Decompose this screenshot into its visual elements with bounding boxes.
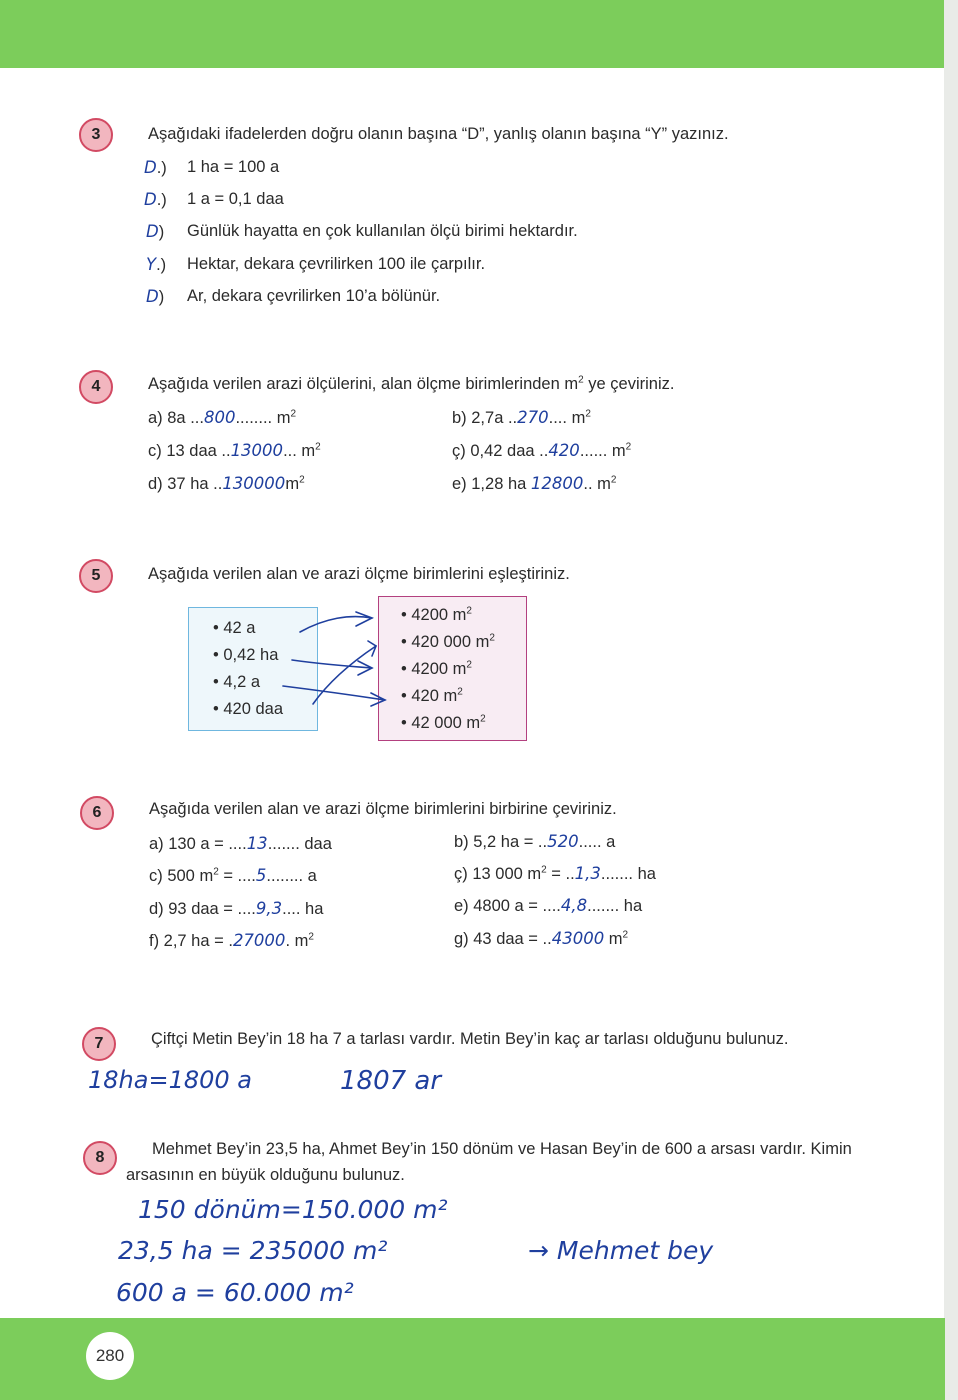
q6-item-c: c) 500 $m^2 = ....5$........ a <box>149 866 317 885</box>
left-item-1: • 42 a <box>213 619 256 637</box>
question-8-badge: 8 <box>83 1141 117 1175</box>
q3-item-2: D.) <box>144 190 167 209</box>
question-6-prompt: Aşağıda verilen alan ve arazi ölçme birimlerini birbirine çeviriniz. <box>149 800 617 818</box>
question-8-prompt-line-2: arsasının en büyük olduğunu bulunuz. <box>126 1166 405 1184</box>
question-3-badge: 3 <box>79 118 113 152</box>
question-7-prompt: Çiftçi Metin Bey’in 18 ha 7 a tarlası vardır. Metin Bey’in kaç ar tarlası olduğunu bulunuz. <box>151 1030 789 1048</box>
question-4-badge: 4 <box>79 370 113 404</box>
q6-item-f: f) 2,7 ha = .27000. $m^2$ <box>149 931 314 950</box>
arrow-420daa <box>313 646 376 704</box>
right-item-2: • 420 000 $m^2$ <box>401 632 495 651</box>
q4-item-a: a) 8a ...800........ $m^2$ <box>148 408 297 427</box>
q4-item-c: c) 13 daa ..13000... $m^2$ <box>148 441 321 460</box>
left-item-2: • 0,42 ha <box>213 646 279 664</box>
q7-work-1: 18ha=1800 a <box>88 1066 252 1094</box>
q3-item-1: D.) <box>144 158 167 177</box>
q3-item-4-mark: Y <box>146 255 157 274</box>
question-3-prompt: Aşağıdaki ifadelerden doğru olanın başına “D”, yanlış olanın başına “Y” yazınız. <box>148 125 729 143</box>
q6-item-b: b) 5,2 ha = ..520..... a <box>454 832 616 851</box>
q6-item-e: e) 4800 a = ....4,8....... ha <box>454 896 643 915</box>
q4-item-e: e) 1,28 ha 12800.. $m^2$ <box>452 474 617 493</box>
q3-item-3-mark: D <box>146 222 159 241</box>
q4-item-c-cedilla: ç) 0,42 daa ..420...... $m^2$ <box>452 441 632 460</box>
right-item-4: • 420 $m^2$ <box>401 686 463 705</box>
question-6-badge: 6 <box>80 796 114 830</box>
q3-item-1-text: 1 ha = 100 a <box>187 158 280 176</box>
q8-work-4: 600 a = 60.000 m² <box>116 1278 354 1307</box>
q6-item-a: a) 130 a = ....13....... daa <box>149 834 332 853</box>
q6-item-g: g) 43 daa = ..43000 $m^2$ <box>454 929 629 948</box>
page-number: 280 <box>86 1332 134 1380</box>
left-item-4: • 420 daa <box>213 700 284 718</box>
q8-work-1: 150 dönüm=150.000 m² <box>138 1195 448 1224</box>
question-7-badge: 7 <box>82 1027 116 1061</box>
q3-item-4: Y.) <box>146 255 167 274</box>
q8-work-2: 23,5 ha = 235000 m² <box>118 1236 388 1265</box>
q3-item-2-mark: D <box>144 190 157 209</box>
arrow-42a-b <box>283 686 385 700</box>
q3-item-4-text: Hektar, dekara çevrilirken 100 ile çarpılır. <box>187 255 486 273</box>
question-8-prompt-line-1: Mehmet Bey’in 23,5 ha, Ahmet Bey’in 150 dönüm ve Hasan Bey’in de 600 a arsası vardır. Kimin <box>152 1140 852 1158</box>
q3-item-2-text: 1 a = 0,1 daa <box>187 190 284 208</box>
q4-item-d: d) 37 ha $..130000m^2$ <box>148 474 305 493</box>
q3-item-5: D) <box>146 287 165 306</box>
q3-item-5-text: Ar, dekara çevrilirken 10’a bölünür. <box>187 287 441 305</box>
footer-band <box>0 1318 945 1400</box>
arrow-42a-head <box>356 612 372 626</box>
q8-work-3: → Mehmet bey <box>528 1236 714 1265</box>
q3-item-5-mark: D <box>146 287 159 306</box>
left-item-3: • 4,2 a <box>213 673 261 691</box>
question-5-prompt: Aşağıda verilen alan ve arazi ölçme birimlerini eşleştiriniz. <box>148 565 570 583</box>
q3-item-3: D) <box>146 222 165 241</box>
q3-item-1-mark: D <box>144 158 157 177</box>
q4-item-b: b) 2,7a ..270.... $m^2$ <box>452 408 591 427</box>
q6-item-c-cedilla: ç) 13 000 $m^2 = ..1,3$....... ha <box>454 864 656 883</box>
q7-work-2: 1807 ar <box>340 1066 442 1096</box>
q3-item-3-text: Günlük hayatta en çok kullanılan ölçü birimi hektardır. <box>187 222 578 240</box>
right-item-1: • 4200 $m^2$ <box>401 605 472 624</box>
question-5-badge: 5 <box>79 559 113 593</box>
q6-item-d: d) 93 daa = ....9,3.... ha <box>149 899 324 918</box>
question-4-prompt: Aşağıda verilen arazi ölçülerini, alan ölçme birimlerinden $m^2$ ye çeviriniz. <box>148 374 675 393</box>
right-item-3: • 4200 $m^2$ <box>401 659 472 678</box>
right-item-5: • 42 000 $m^2$ <box>401 713 486 732</box>
